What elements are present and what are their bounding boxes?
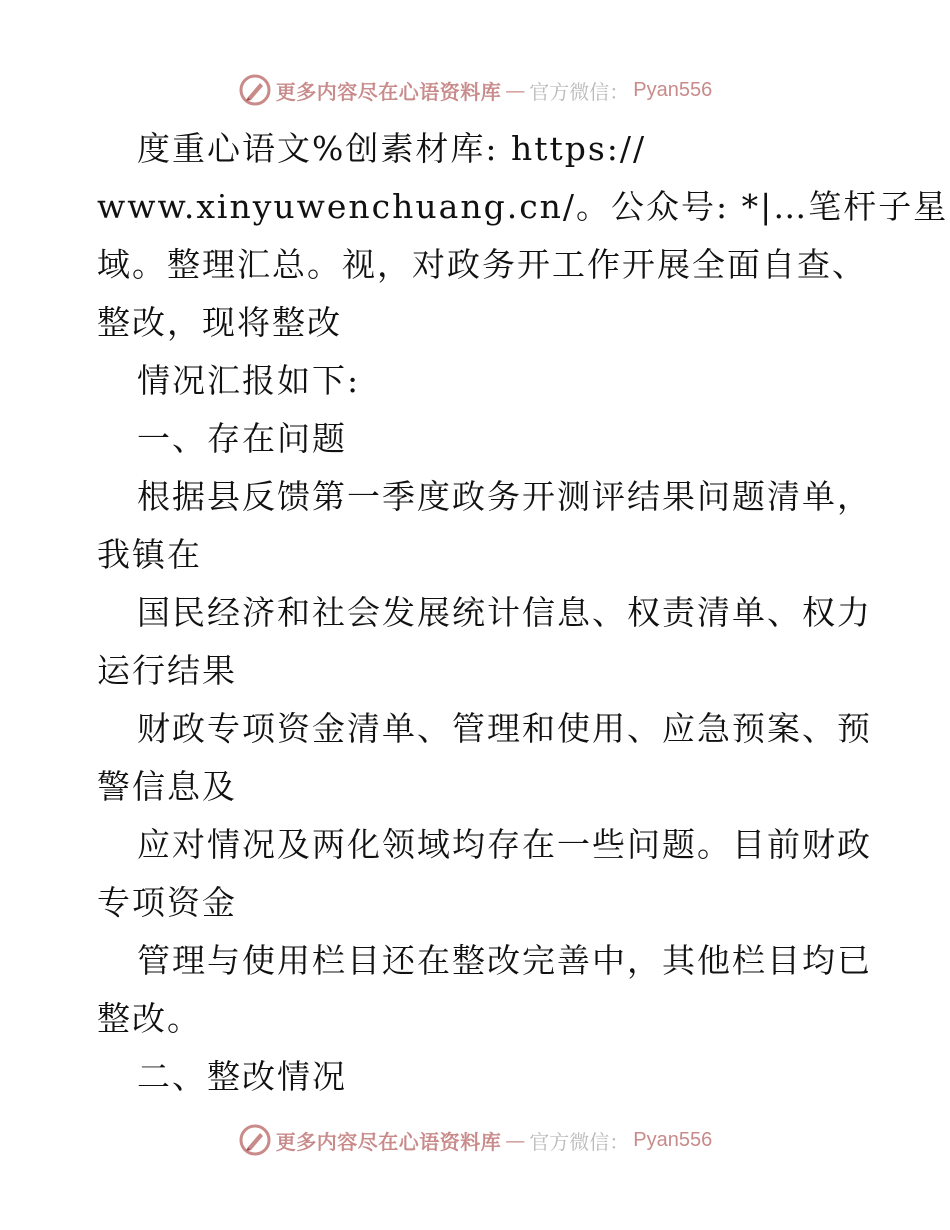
section-heading: 二、整改情况 [137,1057,347,1096]
document-body [97,120,949,1106]
text-line: www.xinyuwenchuang.cn/。公众号: *|…笔杆子星 [97,187,949,226]
text-line: 专项资金 [97,883,237,922]
text-line: 财政专项资金清单、管理和使用、应急预案、预 [137,709,872,748]
pen-logo-icon [238,73,272,107]
text-line: 应对情况及两化领域均存在一些问题。目前财政 [137,825,872,864]
header-watermark-banner [0,70,950,110]
text-line: 警信息及 [97,767,237,806]
text-line: 度重心语文%创素材库: https:// [137,129,647,168]
text-line: 整改，现将整改 [97,303,342,342]
text-line: 整改。 [97,999,202,1038]
text-line: 根据县反馈第一季度政务开测评结果问题清单， [137,477,872,516]
text-line: 运行结果 [97,651,237,690]
banner-wechat-id: Pyan556 [633,1128,713,1151]
text-line: 域。整理汇总。视，对政务开工作开展全面自查、 [97,245,867,284]
section-heading: 一、存在问题 [137,419,347,458]
banner-main-text: 更多内容尽在心语资料库 [275,79,502,104]
banner-dash: — [505,1128,526,1152]
footer-watermark-banner [0,1120,950,1160]
pen-logo-icon [238,1123,272,1157]
text-line: 国民经济和社会发展统计信息、权责清单、权力 [137,593,872,632]
banner-dash: — [505,78,526,102]
banner-wechat-id: Pyan556 [633,78,713,101]
text-line: 情况汇报如下: [137,361,361,400]
banner-aux-text: 官方微信： [529,79,630,104]
text-line: 管理与使用栏目还在整改完善中，其他栏目均已 [137,941,872,980]
banner-main-text: 更多内容尽在心语资料库 [275,1129,502,1154]
text-line: 我镇在 [97,535,202,574]
banner-aux-text: 官方微信： [529,1129,630,1154]
